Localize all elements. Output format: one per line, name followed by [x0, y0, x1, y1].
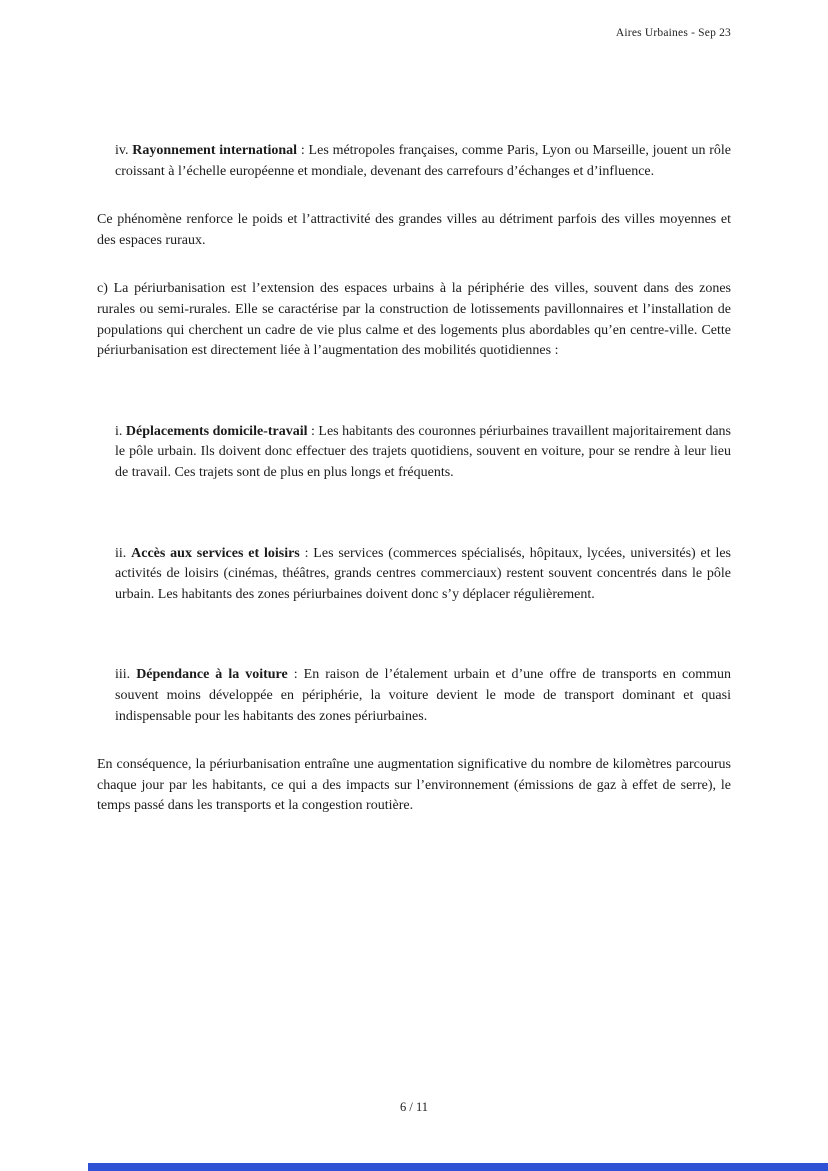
list-item-heading: Dépendance à la voiture	[136, 667, 288, 683]
list-item-heading: Rayonnement international	[132, 143, 298, 158]
page-footer	[0, 1100, 828, 1115]
list-marker: iv.	[115, 143, 133, 158]
header-title: Aires Urbaines - Sep 23	[615, 27, 731, 39]
list-item-ii	[115, 544, 731, 606]
list-item-i	[115, 422, 731, 484]
document-content	[97, 141, 731, 845]
list-item-heading: Accès aux services et loisirs	[131, 545, 300, 561]
paragraph: c) La périurbanisation est l’extension des espaces urbains à la périphérie des villes, souvent dans des zones rurales ou semi-rurales. Elle se caractérise par la construction de lotissements pavillonnaires et l’installation de populations qui cherchent un cadre de vie plus calme et des logements plus abordables qu’en centre-ville. Cette périurbanisation est directement liée à l’augmentation des mobilités quotidiennes :	[97, 281, 731, 359]
page-header	[616, 27, 731, 39]
list-item-text: : En raison de l’étalement urbain et d’une offre de transports en commun souvent moins développée en périphérie, la voiture devient le mode de transport dominant et quasi indispensable pour les habitants des zones périurbaines.	[115, 667, 732, 724]
list-item-iii	[115, 665, 731, 727]
paragraph: Ce phénomène renforce le poids et l’attractivité des grandes villes au détriment parfois des villes moyennes et des espaces ruraux.	[97, 212, 731, 248]
list-item-text: : Les services (commerces spécialisés, hôpitaux, lycées, universités) et les activités de loisirs (cinémas, théâtres, grands centres commerciaux) restent souvent concentrés dans le pôle urbain. Les habitants des zones périurbaines doivent donc s’y déplacer régulièrement.	[115, 545, 731, 602]
list-item-heading: Déplacements domicile-travail	[125, 423, 308, 439]
list-item-iv	[115, 141, 731, 182]
list-item-text: : Les métropoles françaises, comme Paris, Lyon ou Marseille, jouent un rôle croissant à l’échelle européenne et mondiale, devenant des carrefours d’échanges et d’influence.	[115, 143, 732, 179]
paragraph: En conséquence, la périurbanisation entraîne une augmentation significative du nombre de kilomètres parcourus chaque jour par les habitants, ce qui a des impacts sur l’environnement (émissions de gaz à effet de serre), le temps passé dans les transports et la congestion routière.	[97, 757, 731, 814]
list-marker: i.	[115, 423, 126, 439]
list-marker: ii.	[115, 545, 132, 561]
bottom-blue-bar	[88, 1163, 828, 1171]
list-marker: iii.	[115, 667, 137, 683]
page-number: 6 / 11	[399, 1100, 428, 1114]
list-item-text: : Les habitants des couronnes périurbaines travaillent majoritairement dans le pôle urbain. Ils doivent donc effectuer des trajets quotidiens, souvent en voiture, pour se rendre à leur lieu de travail. Ces trajets sont de plus en plus longs et fréquents.	[115, 423, 731, 480]
